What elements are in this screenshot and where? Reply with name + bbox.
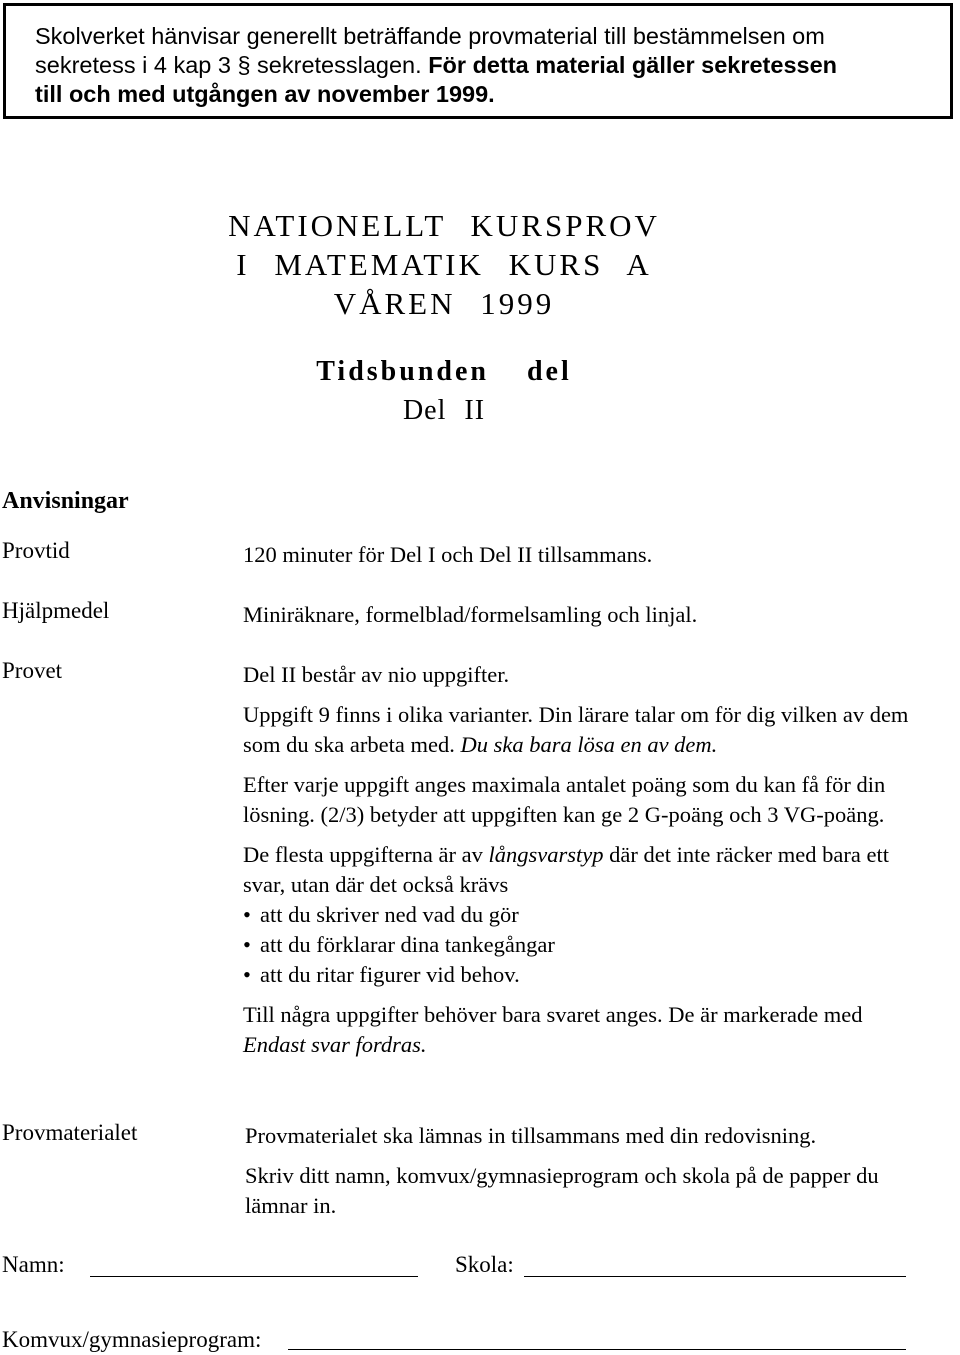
provet-paragraph-5 <box>243 1000 923 1060</box>
provet-paragraph-5-italic: Endast svar fordras. <box>243 1032 427 1057</box>
provet-paragraph-4-b: där det inte räcker med bara ett svar, utan där det också krävs <box>243 842 889 897</box>
notice-line-2-normal: sekretess i 4 kap 3 § sekretesslagen. <box>35 52 429 78</box>
name-field-line[interactable] <box>90 1276 418 1277</box>
notice-line-2 <box>35 51 950 80</box>
provmaterialet-label: Provmaterialet <box>2 1120 138 1145</box>
provet-paragraph-1: Del II består av nio uppgifter. <box>243 662 510 687</box>
requirement-item: • att du skriver ned vad du gör <box>243 900 923 930</box>
requirement-item: • att du ritar figurer vid behov. <box>243 960 923 990</box>
requirement-item: • att du förklarar dina tankegångar <box>243 930 923 960</box>
program-field-line[interactable] <box>288 1349 906 1350</box>
notice-line-1: Skolverket hänvisar generellt beträffande provmaterial till bestämmelsen om <box>35 23 825 49</box>
provtid-text: 120 minuter för Del I och Del II tillsammans. <box>243 542 653 567</box>
provtid-label: Provtid <box>2 538 70 563</box>
hjalpmedel-label: Hjälpmedel <box>2 598 110 623</box>
provet-label: Provet <box>2 658 63 683</box>
name-field-label: Namn: <box>2 1252 65 1277</box>
provet-paragraph-2-italic: Du ska bara lösa en av dem. <box>460 732 718 757</box>
provmaterialet-paragraph-1: Provmaterialet ska lämnas in tillsammans med din redovisning. <box>245 1123 817 1148</box>
provet-paragraph-2-text: Uppgift 9 finns i olika varianter. Din lärare talar om för dig vilken av dem som du ska arbeta med. <box>243 702 909 757</box>
exam-title-line-3: VÅREN 1999 <box>333 286 555 321</box>
provet-paragraph-4-italic: långsvarstyp <box>488 842 604 867</box>
exam-title-line-1: NATIONELLT KURSPROV <box>228 208 660 243</box>
requirements-list <box>243 900 923 990</box>
provmaterialet-content <box>245 1121 925 1221</box>
provet-content <box>243 660 923 1060</box>
provmaterialet-paragraph-2: Skriv ditt namn, komvux/gymnasieprogram och skola på de papper du lämnar in. <box>245 1163 879 1218</box>
exam-subtitle-line-2: Del II <box>402 395 486 426</box>
provet-paragraph-3: Efter varje uppgift anges maximala antalet poäng som du kan få för din lösning. (2/3) betyder att uppgiften kan ge 2 G-poäng och 3 VG-poäng. <box>243 772 886 827</box>
notice-line-3: till och med utgången av november 1999. <box>35 81 495 107</box>
notice-line-2-bold: För detta material gäller sekretessen <box>428 52 838 78</box>
exam-subtitle-line-1: Tidsbunden del <box>316 356 572 387</box>
instructions-heading: Anvisningar <box>2 488 129 514</box>
school-field-label: Skola: <box>455 1252 514 1277</box>
exam-title-line-2: I MATEMATIK KURS A <box>236 247 652 282</box>
school-field-line[interactable] <box>524 1276 906 1277</box>
provet-paragraph-5-text: Till några uppgifter behöver bara svaret anges. De är markerade med <box>243 1002 863 1027</box>
confidentiality-notice <box>3 3 953 119</box>
provet-paragraph-4-a: De flesta uppgifterna är av <box>243 842 489 867</box>
provet-paragraph-2 <box>243 700 923 760</box>
provet-paragraph-4 <box>243 840 923 900</box>
program-field-label: Komvux/gymnasieprogram: <box>2 1327 262 1352</box>
hjalpmedel-text: Miniräknare, formelblad/formelsamling och linjal. <box>243 602 698 627</box>
